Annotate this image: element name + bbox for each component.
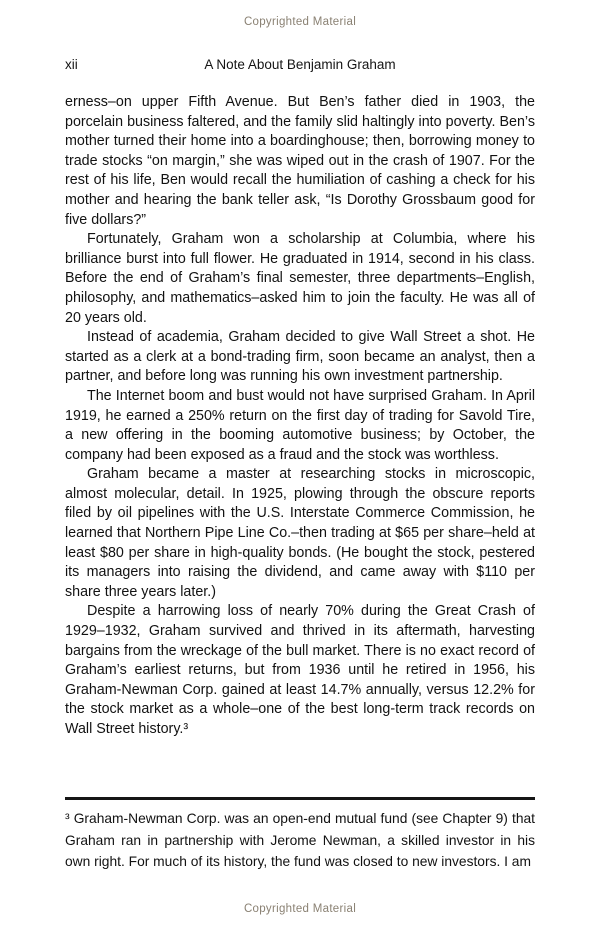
- paragraph-2: Fortunately, Graham won a scholarship at Columbia, where his brilliance burst into full flower. He graduated in 1914, second in his class. Before the end of Graham’s final semester, three departments–English, philosophy, and mathematics–asked him to join the faculty. He was all of 20 years old.: [65, 231, 535, 326]
- paragraph-3: Instead of academia, Graham decided to give Wall Street a shot. He started as a clerk at a bond-trading firm, soon became an analyst, then a partner, and before long was running his own investment partnership.: [65, 329, 535, 385]
- footnote-text: ³ Graham-Newman Corp. was an open-end mutual fund (see Chapter 9) that Graham ran in partnership with Jerome Newman, a skilled investor in his own right. For much of its history, the fund was closed to new investors. I am: [65, 811, 535, 870]
- page-number: xii: [65, 57, 78, 72]
- page-header: [65, 57, 535, 75]
- copyright-notice-top: Copyrighted Material: [243, 16, 357, 28]
- copyright-notice-bottom: Copyrighted Material: [243, 903, 357, 915]
- paragraph-5: Graham became a master at researching stocks in microscopic, almost molecular, detail. In 1925, plowing through the obscure reports filed by oil pipelines with the U.S. Interstate Commerce Commission, he learned that Northern Pipe Line Co.–then trading at $65 per share–held at least $80 per share in high-quality bonds. (He bought the stock, pestered its managers into raising the dividend, and came away with $110 per share three years later.): [65, 466, 535, 600]
- chapter-title: A Note About Benjamin Graham: [204, 57, 396, 72]
- footnote: [65, 797, 535, 873]
- paragraph-1: erness–on upper Fifth Avenue. But Ben’s father died in 1903, the porcelain business faltered, and the family slid haltingly into poverty. Ben’s mother turned their home into a boardinghouse; then, borrowing money to trade stocks “on margin,” she was wiped out in the crash of 1907. For the rest of his life, Ben would recall the humiliation of cashing a check for his mother and hearing the bank teller ask, “Is Dorothy Grossbaum good for five dollars?”: [65, 94, 535, 228]
- paragraph-6: Despite a harrowing loss of nearly 70% during the Great Crash of 1929–1932, Graham survived and thrived in its aftermath, harvesting bargains from the wreckage of the bull market. There is no exact record of Graham’s earliest returns, but from 1936 until he retired in 1956, his Graham-Newman Corp. gained at least 14.7% annually, versus 12.2% for the stock market as a whole–one of the best long-term track records on Wall Street history.³: [65, 603, 535, 737]
- body-text: [65, 93, 535, 740]
- footnote-divider: [65, 797, 535, 800]
- paragraph-4: The Internet boom and bust would not have surprised Graham. In April 1919, he earned a 250% return on the first day of trading for Savold Tire, a new offering in the booming automotive business; by October, the company had been exposed as a fraud and the stock was worthless.: [65, 387, 535, 463]
